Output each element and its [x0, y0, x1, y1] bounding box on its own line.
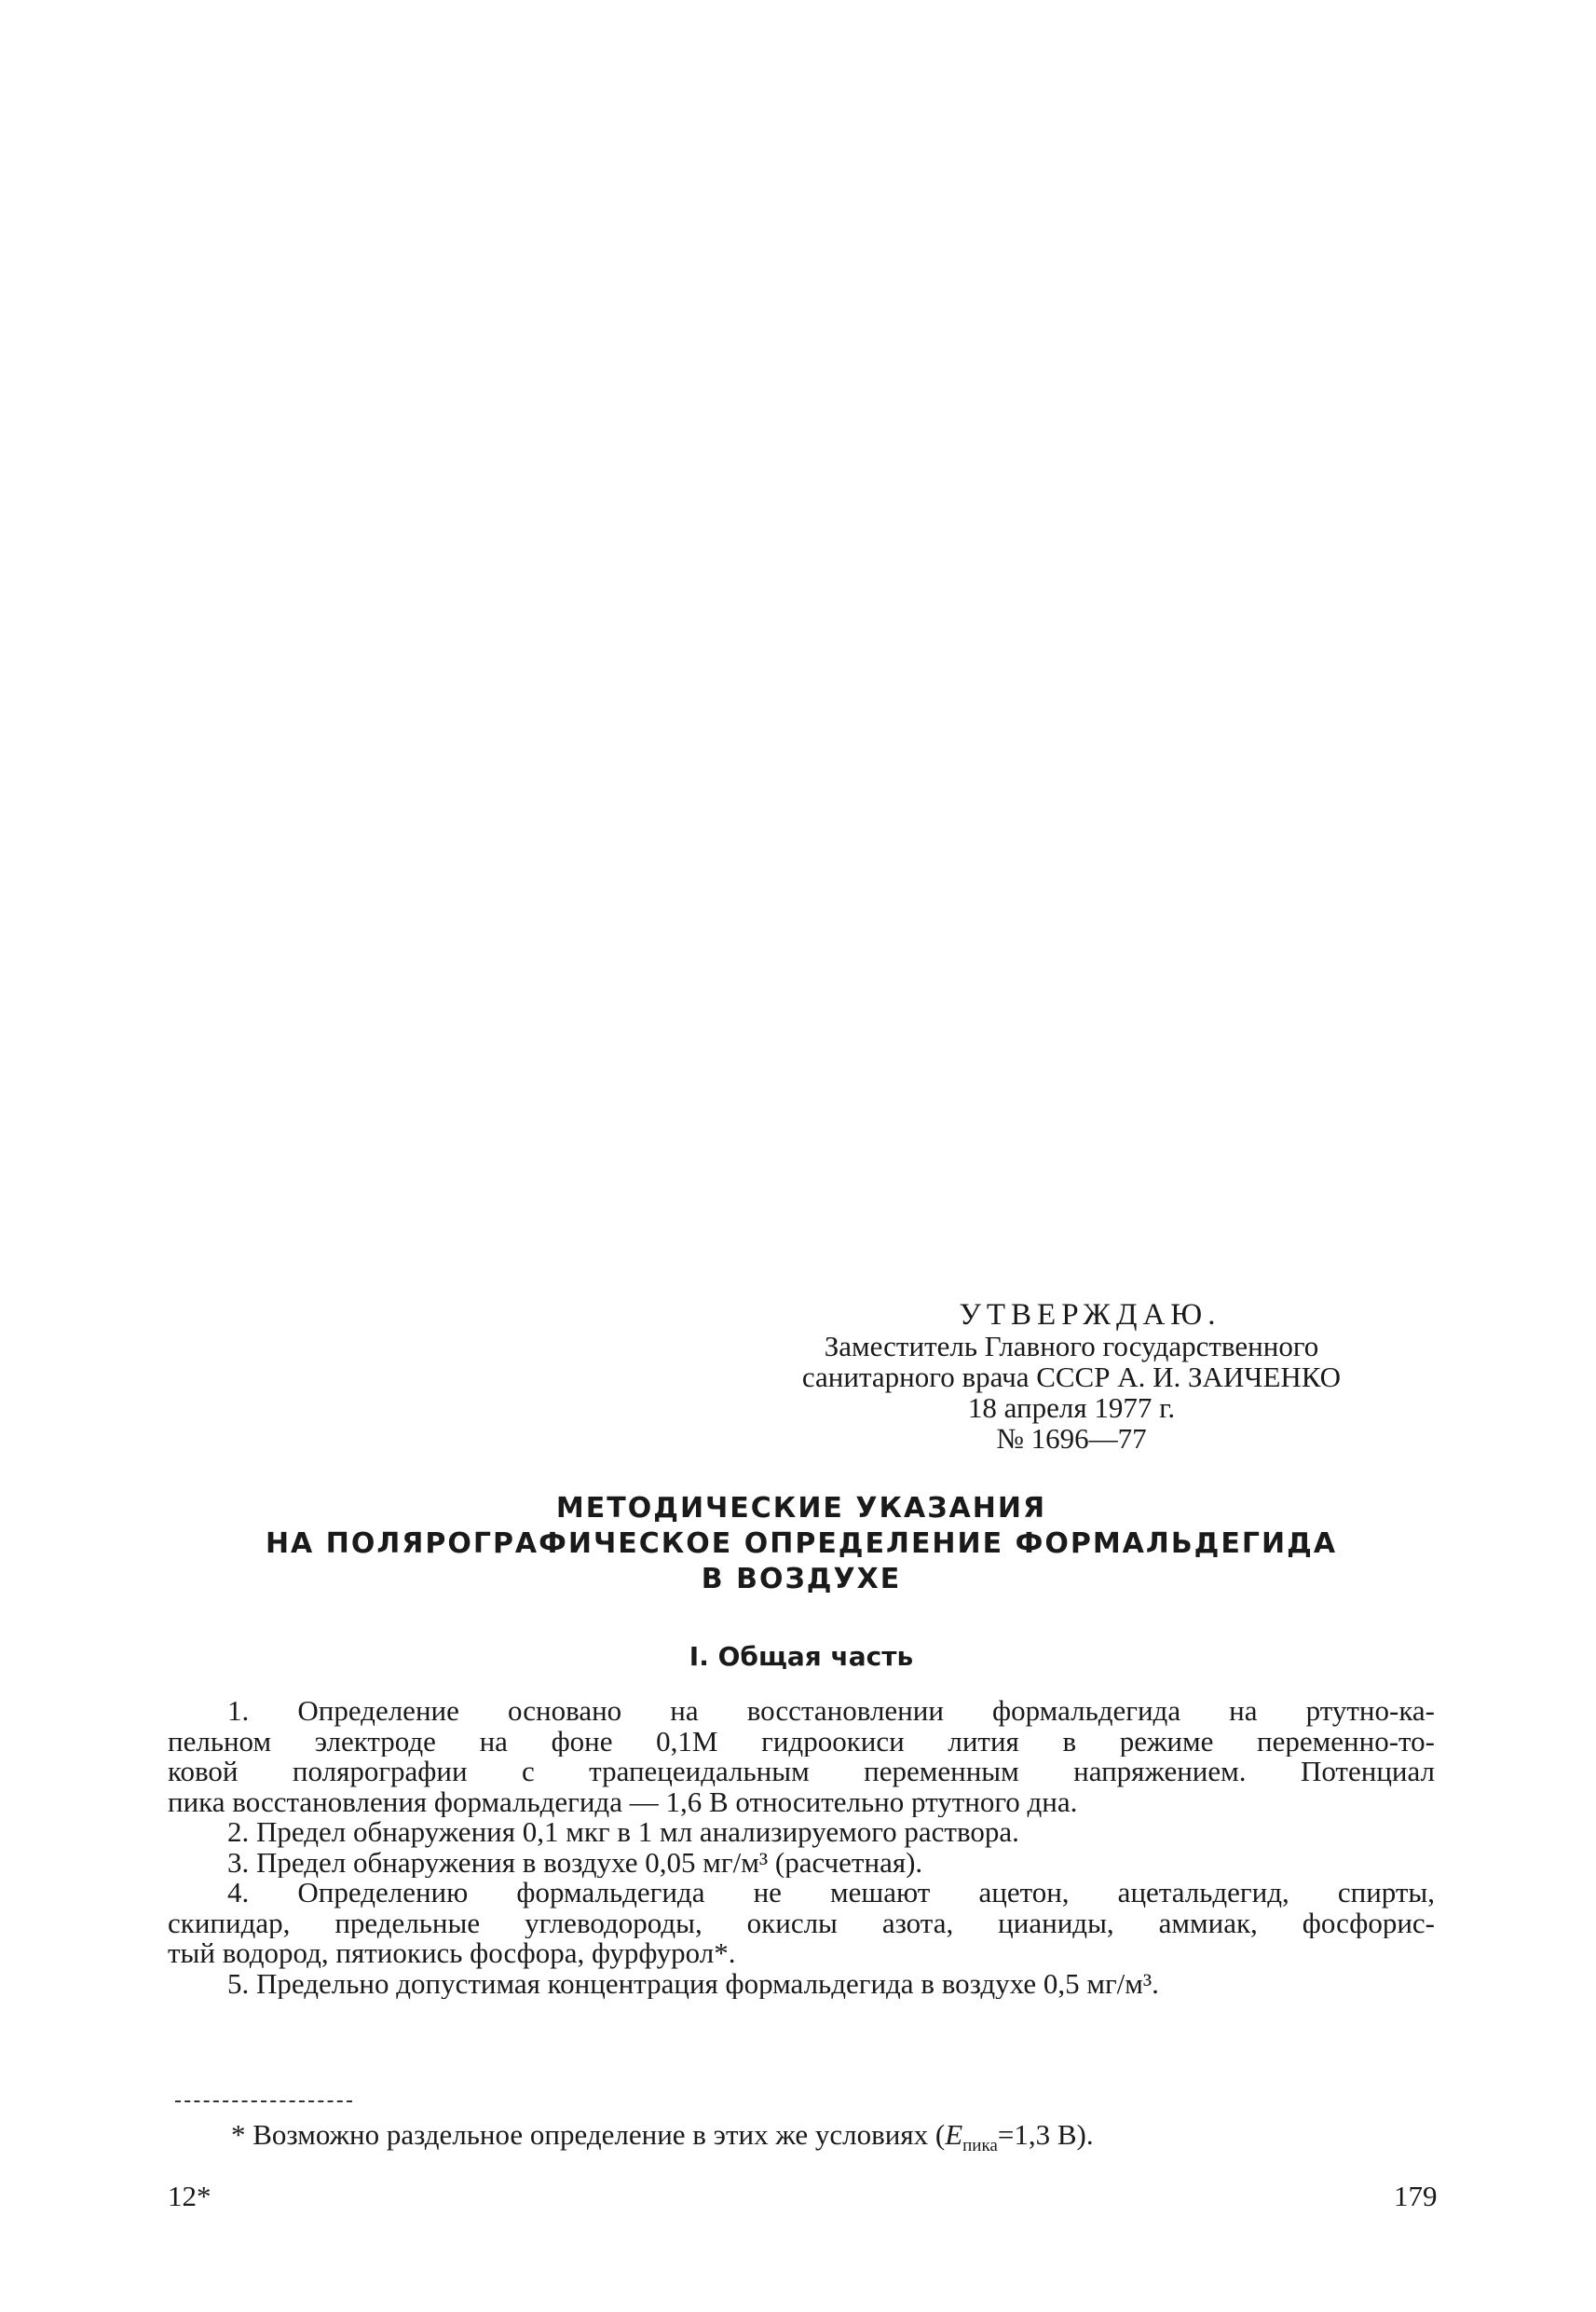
title-line3: В ВОЗДУХЕ	[701, 1563, 902, 1595]
page-number: 179	[1394, 2180, 1438, 2212]
paragraph-2	[168, 1817, 1435, 1848]
paragraph-2-line1: 2. Предел обнаружения 0,1 мкг в 1 мл анализируемого раствора.	[227, 1817, 1019, 1848]
paragraph-3-line1: 3. Предел обнаружения в воздухе 0,05 мг/м³ (расчетная).	[227, 1847, 923, 1878]
footnote	[231, 2119, 1442, 2162]
paragraph-3	[168, 1848, 1435, 1879]
approval-heading: УТВЕРЖДАЮ.	[959, 1298, 1221, 1332]
paragraph-1-line4: пика восстановления формальдегида — 1,6 В относительно ртутного дна.	[168, 1786, 1078, 1817]
approval-number: № 1696—77	[996, 1422, 1147, 1455]
signature-mark: 12*	[168, 2180, 211, 2212]
paragraph-4-line2: скипидар, предельные углеводороды, окислы азота, цианиды, аммиак, фосфорис-	[168, 1908, 1435, 1938]
document-title	[168, 1491, 1435, 1597]
paragraph-1	[168, 1696, 1435, 1817]
paragraph-4	[168, 1878, 1435, 1969]
section-heading: I. Общая часть	[689, 1641, 914, 1672]
title-line1: МЕТОДИЧЕСКИЕ УКАЗАНИЯ	[555, 1492, 1047, 1525]
approval-date: 18 апреля 1977 г.	[967, 1391, 1176, 1424]
body-text	[168, 1696, 1435, 1999]
title-line2: НА ПОЛЯРОГРАФИЧЕСКОЕ ОПРЕДЕЛЕНИЕ ФОРМАЛЬДЕГИДА	[265, 1527, 1338, 1560]
paragraph-5	[168, 1969, 1435, 2000]
footnote-symbol: E	[945, 2118, 963, 2151]
paragraph-4-line1: 4. Определению формальдегида не мешают ацетон, ацетальдегид, спирты,	[227, 1878, 1435, 1908]
footnote-text-before: * Возможно раздельное определение в этих же условиях (	[231, 2118, 946, 2151]
paragraph-5-line1: 5. Предельно допустимая концентрация формальдегида в воздухе 0,5 мг/м³.	[227, 1968, 1159, 1999]
approval-position-line2: санитарного врача СССР А. И. ЗАИЧЕНКО	[801, 1361, 1342, 1393]
footnote-text-after: =1,3 В).	[997, 2118, 1094, 2151]
footnote-divider	[175, 2100, 352, 2102]
approval-block	[717, 1300, 1425, 1454]
paragraph-1-line2: пельном электроде на фоне 0,1М гидроокиси лития в режиме переменно-то-	[168, 1726, 1435, 1757]
footnote-subscript: пика	[962, 2136, 998, 2156]
paragraph-1-line3: ковой полярографии с трапецеидальным переменным напряжением. Потенциал	[168, 1757, 1435, 1787]
paragraph-4-line3: тый водород, пятиокись фосфора, фурфурол*.	[168, 1938, 736, 1969]
approval-position-line1: Заместитель Главного государственного	[824, 1330, 1319, 1362]
paragraph-1-line1: 1. Определение основано на восстановлении формальдегида на ртутно-ка-	[227, 1696, 1435, 1727]
